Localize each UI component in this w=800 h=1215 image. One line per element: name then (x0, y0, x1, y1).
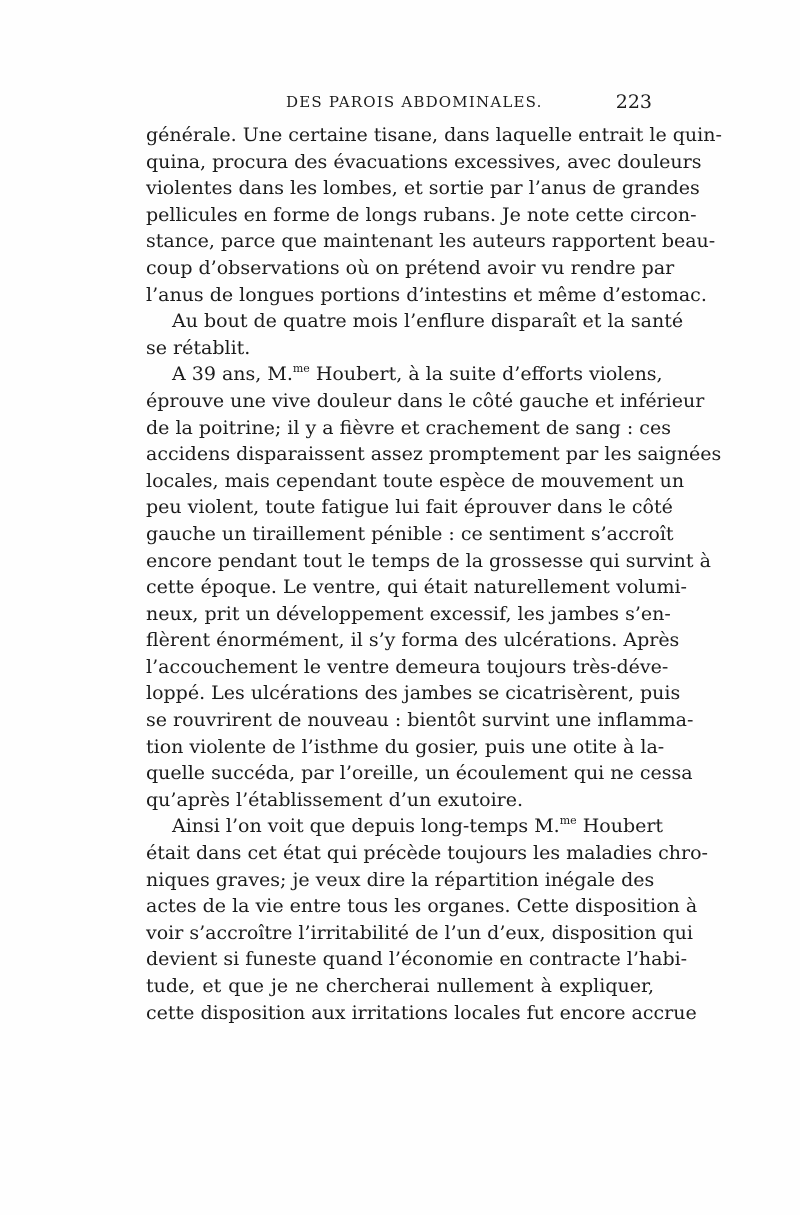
text-line: neux, prit un développement excessif, les jambes s’en- (146, 602, 671, 625)
text-line: tude, et que je ne chercherai nullement à expliquer, (146, 975, 654, 997)
text-span: Houbert (576, 815, 664, 838)
text-line: gauche un tiraillement pénible : ce sentiment s’accroît (146, 522, 674, 545)
text-line: niques graves; je veux dire la répartition inégale des (146, 868, 655, 891)
text-line: se rouvrirent de nouveau : bientôt survint une inflamma- (146, 709, 694, 732)
text-line: générale. Une certaine tisane, dans laquelle entrait le quin- (146, 124, 722, 146)
text-line: coup d’observations où on prétend avoir vu rendre par (146, 256, 675, 279)
text-line: locales, mais cependant toute espèce de mouvement un (146, 469, 685, 492)
text-line: quina, procura des évacuations excessives, avec douleurs (146, 150, 702, 173)
text-line: devient si funeste quand l’économie en contracte l’habi- (146, 948, 688, 971)
text-line: se rétablit. (146, 336, 251, 359)
text-line: tion violente de l’isthme du gosier, puis une otite à la- (146, 735, 665, 758)
running-title: DES PAROIS ABDOMINALES. (286, 93, 543, 111)
paragraph-start-line (146, 813, 664, 840)
text-span: Ainsi l’on voit que depuis long-temps M. (172, 815, 560, 838)
superscript: me (292, 362, 310, 376)
text-line: violentes dans les lombes, et sortie par l’anus de grandes (146, 177, 700, 200)
text-line: encore pendant tout le temps de la grossesse qui survint à (146, 549, 711, 572)
text-line: cette disposition aux irritations locales fut encore accrue (146, 1001, 697, 1024)
page-number: 223 (615, 91, 652, 113)
text-line: peu violent, toute fatigue lui fait éprouver dans le côté (146, 496, 673, 519)
text-line: stance, parce que maintenant les auteurs rapportent beau- (146, 230, 716, 253)
page-header (146, 93, 654, 119)
paragraph-start-line: Au bout de quatre mois l’enflure disparaît et la santé (172, 310, 684, 333)
text-line: l’accouchement le ventre demeura toujours très-déve- (146, 655, 669, 678)
text-line: loppé. Les ulcérations des jambes se cicatrisèrent, puis (146, 682, 681, 705)
text-line: était dans cet état qui précède toujours les maladies chro- (146, 842, 708, 865)
superscript: me (559, 814, 577, 828)
text-line: quelle succéda, par l’oreille, un écoulement qui ne cessa (146, 762, 693, 785)
text-line: éprouve une vive douleur dans le côté gauche et inférieur (146, 389, 705, 412)
text-line: l’anus de longues portions d’intestins et même d’estomac. (146, 283, 707, 306)
text-line: actes de la vie entre tous les organes. Cette disposition à (146, 895, 698, 918)
text-line: accidens disparaissent assez promptement par les saignées (146, 443, 722, 466)
text-line: pellicules en forme de longs rubans. Je note cette circon- (146, 203, 697, 226)
text-line: qu’après l’établissement d’un exutoire. (146, 788, 524, 811)
text-line: flèrent énormément, il s’y forma des ulcérations. Après (146, 629, 680, 652)
text-line: voir s’accroître l’irritabilité de l’un d’eux, disposition qui (146, 921, 693, 944)
text-line: de la poitrine; il y a fièvre et crachement de sang : ces (146, 416, 671, 439)
text-span: Houbert, à la suite d’efforts violens, (309, 363, 663, 386)
body-text (146, 122, 722, 1026)
text-span: A 39 ans, M. (172, 363, 293, 386)
text-line: cette époque. Le ventre, qui était naturellement volumi- (146, 576, 687, 599)
paragraph-start-line (146, 361, 663, 388)
